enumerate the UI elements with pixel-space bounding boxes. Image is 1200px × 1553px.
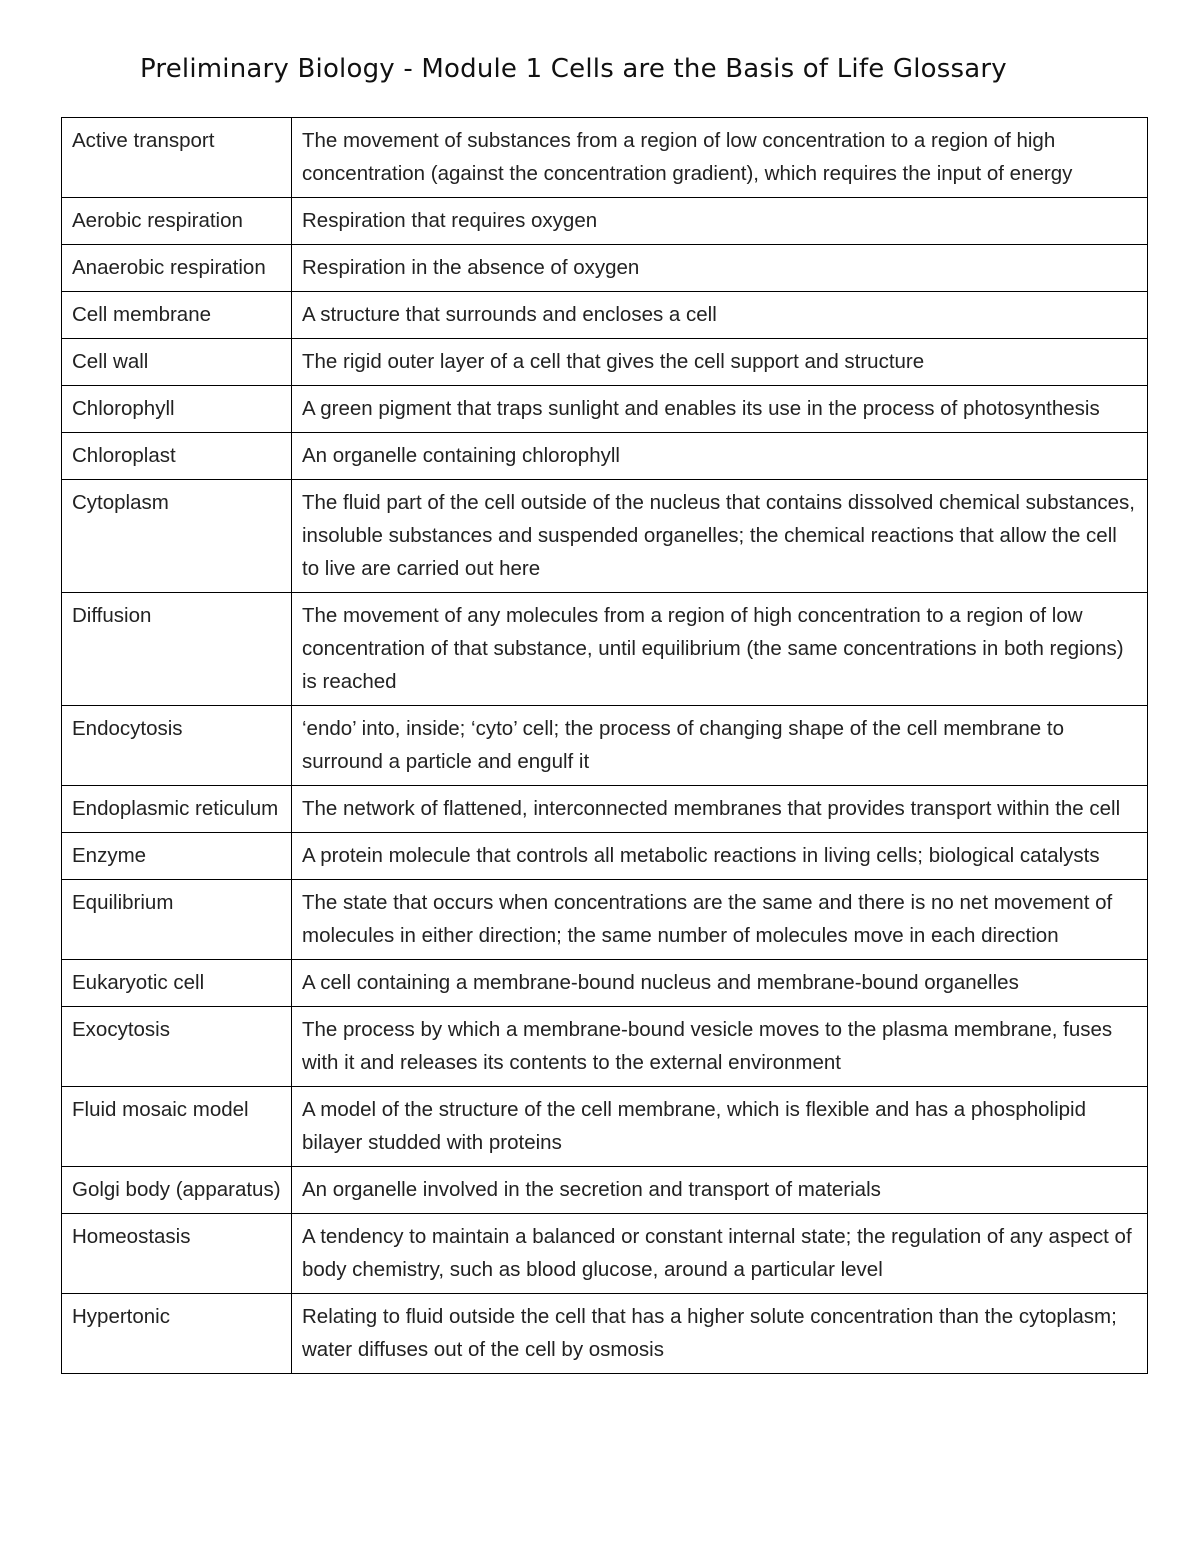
glossary-term: Anaerobic respiration <box>62 245 292 292</box>
glossary-term: Enzyme <box>62 833 292 880</box>
glossary-definition: A cell containing a membrane-bound nucleus and membrane-bound organelles <box>292 960 1148 1007</box>
glossary-term: Hypertonic <box>62 1294 292 1374</box>
glossary-definition: A green pigment that traps sunlight and enables its use in the process of photosynthesis <box>292 386 1148 433</box>
table-row <box>62 386 1148 433</box>
glossary-definition: Relating to fluid outside the cell that has a higher solute concentration than the cytoplasm; water diffuses out of the cell by osmosis <box>292 1294 1148 1374</box>
glossary-term: Homeostasis <box>62 1214 292 1294</box>
glossary-term: Endocytosis <box>62 706 292 786</box>
table-row <box>62 593 1148 706</box>
glossary-definition: A protein molecule that controls all metabolic reactions in living cells; biological catalysts <box>292 833 1148 880</box>
glossary-term: Golgi body (apparatus) <box>62 1167 292 1214</box>
table-row <box>62 339 1148 386</box>
glossary-definition: The rigid outer layer of a cell that gives the cell support and structure <box>292 339 1148 386</box>
table-row <box>62 245 1148 292</box>
table-row <box>62 833 1148 880</box>
glossary-definition: A structure that surrounds and encloses a cell <box>292 292 1148 339</box>
table-row <box>62 706 1148 786</box>
glossary-term: Diffusion <box>62 593 292 706</box>
glossary-definition: The network of flattened, interconnected membranes that provides transport within the cell <box>292 786 1148 833</box>
glossary-definition: The process by which a membrane-bound vesicle moves to the plasma membrane, fuses with it and releases its contents to the external environment <box>292 1007 1148 1087</box>
table-row <box>62 433 1148 480</box>
table-row <box>62 1167 1148 1214</box>
page-title: Preliminary Biology - Module 1 Cells are the Basis of Life Glossary <box>140 54 1007 84</box>
table-row <box>62 1294 1148 1374</box>
table-row <box>62 960 1148 1007</box>
glossary-term: Cell wall <box>62 339 292 386</box>
table-row <box>62 786 1148 833</box>
glossary-definition: Respiration that requires oxygen <box>292 198 1148 245</box>
table-row <box>62 292 1148 339</box>
glossary-body <box>62 118 1148 1374</box>
table-row <box>62 1087 1148 1167</box>
table-row <box>62 480 1148 593</box>
glossary-definition: The movement of substances from a region of low concentration to a region of high concentration (against the concentration gradient), which requires the input of energy <box>292 118 1148 198</box>
glossary-term: Endoplasmic reticulum <box>62 786 292 833</box>
glossary-definition: The movement of any molecules from a region of high concentration to a region of low concentration of that substance, until equilibrium (the same concentrations in both regions) is reached <box>292 593 1148 706</box>
glossary-term: Chlorophyll <box>62 386 292 433</box>
glossary-definition: A tendency to maintain a balanced or constant internal state; the regulation of any aspect of body chemistry, such as blood glucose, around a particular level <box>292 1214 1148 1294</box>
glossary-table <box>61 117 1148 1374</box>
glossary-definition: ‘endo’ into, inside; ‘cyto’ cell; the process of changing shape of the cell membrane to surround a particle and engulf it <box>292 706 1148 786</box>
table-row <box>62 118 1148 198</box>
glossary-term: Cell membrane <box>62 292 292 339</box>
glossary-term: Fluid mosaic model <box>62 1087 292 1167</box>
glossary-term: Cytoplasm <box>62 480 292 593</box>
glossary-term: Eukaryotic cell <box>62 960 292 1007</box>
glossary-term: Active transport <box>62 118 292 198</box>
glossary-definition: Respiration in the absence of oxygen <box>292 245 1148 292</box>
glossary-definition: The state that occurs when concentrations are the same and there is no net movement of molecules in either direction; the same number of molecules move in each direction <box>292 880 1148 960</box>
glossary-definition: An organelle involved in the secretion and transport of materials <box>292 1167 1148 1214</box>
glossary-definition: A model of the structure of the cell membrane, which is flexible and has a phospholipid bilayer studded with proteins <box>292 1087 1148 1167</box>
glossary-definition: The fluid part of the cell outside of the nucleus that contains dissolved chemical substances, insoluble substances and suspended organelles; the chemical reactions that allow the cell to live are carried out here <box>292 480 1148 593</box>
table-row <box>62 1007 1148 1087</box>
glossary-definition: An organelle containing chlorophyll <box>292 433 1148 480</box>
table-row <box>62 198 1148 245</box>
glossary-term: Aerobic respiration <box>62 198 292 245</box>
glossary-term: Equilibrium <box>62 880 292 960</box>
glossary-term: Exocytosis <box>62 1007 292 1087</box>
table-row <box>62 880 1148 960</box>
glossary-term: Chloroplast <box>62 433 292 480</box>
table-row <box>62 1214 1148 1294</box>
